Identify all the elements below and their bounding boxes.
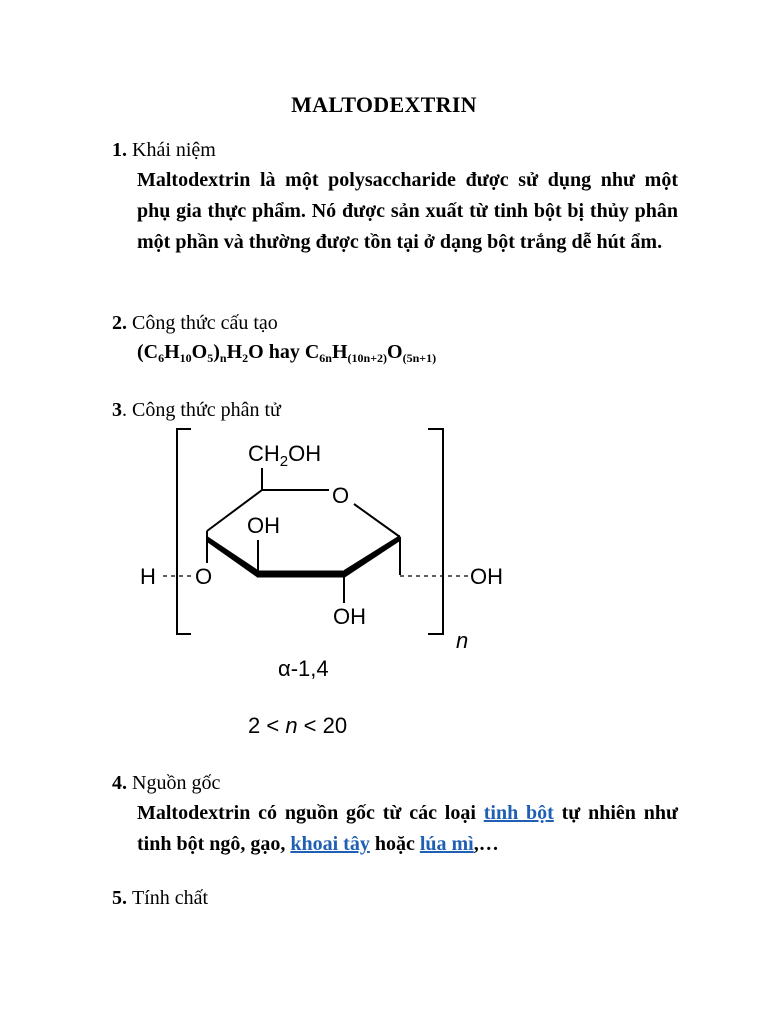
linkage-label: α-1,4 bbox=[278, 656, 329, 681]
hydrogen-left-label: H bbox=[140, 564, 156, 589]
ring-bond bbox=[354, 504, 400, 537]
section-4-body: Maltodextrin có nguồn gốc từ các loại tinh bột tự nhiên như tinh bột ngô, gạo, khoai tây hoặc lúa mì,… bbox=[137, 802, 678, 855]
n-range-label: 2 < n < 20 bbox=[248, 713, 348, 738]
wedge-bond bbox=[344, 535, 400, 578]
ring-oxygen-label: O bbox=[332, 483, 350, 508]
wedge-bond bbox=[207, 536, 258, 578]
section-label: . Công thức phân tử bbox=[122, 399, 281, 421]
left-bracket bbox=[177, 429, 191, 634]
link-tinh-bot[interactable]: tinh bột bbox=[483, 802, 554, 824]
section-number: 1. bbox=[112, 139, 127, 161]
section-1-body: Maltodextrin là một polysaccharide được sử dụng như một phụ gia thực phẩm. Nó được sản xuất từ tinh bột bị thủy phân một phần và thường được tồn tại ở dạng bột trắng dễ hút ẩm. bbox=[137, 169, 678, 253]
ch2oh-label: $CH_2OH$ bbox=[248, 441, 322, 470]
oh-right-label: OH bbox=[470, 564, 503, 589]
document-title: MALTODEXTRIN bbox=[291, 92, 477, 117]
section-number: 5. bbox=[112, 887, 127, 909]
repeat-n-label: n bbox=[456, 628, 469, 653]
oxygen-left-label: O bbox=[195, 564, 213, 589]
oh-top-label: OH bbox=[247, 513, 280, 538]
section-label: Công thức cấu tạo bbox=[132, 312, 278, 334]
chemical-formula: $(C_6H_{10}O_5)_nH_2O$ hay $C_{6n}H_{(10n+2)}O_{(5n+1)}$ bbox=[137, 341, 437, 365]
section-5-heading bbox=[112, 887, 208, 910]
section-number: 3 bbox=[112, 399, 122, 421]
section-label: Nguồn gốc bbox=[132, 772, 221, 794]
oh-bottom-label: OH bbox=[333, 604, 366, 629]
section-number: 2. bbox=[112, 312, 127, 334]
section-label: Tính chất bbox=[132, 887, 209, 909]
link-lua-mi[interactable]: lúa mì bbox=[419, 833, 474, 855]
section-label: Khái niệm bbox=[132, 139, 216, 161]
section-number: 4. bbox=[112, 772, 127, 794]
section-4-heading bbox=[112, 772, 220, 795]
link-khoai-tay[interactable]: khoai tây bbox=[290, 833, 370, 855]
right-bracket bbox=[428, 429, 443, 634]
